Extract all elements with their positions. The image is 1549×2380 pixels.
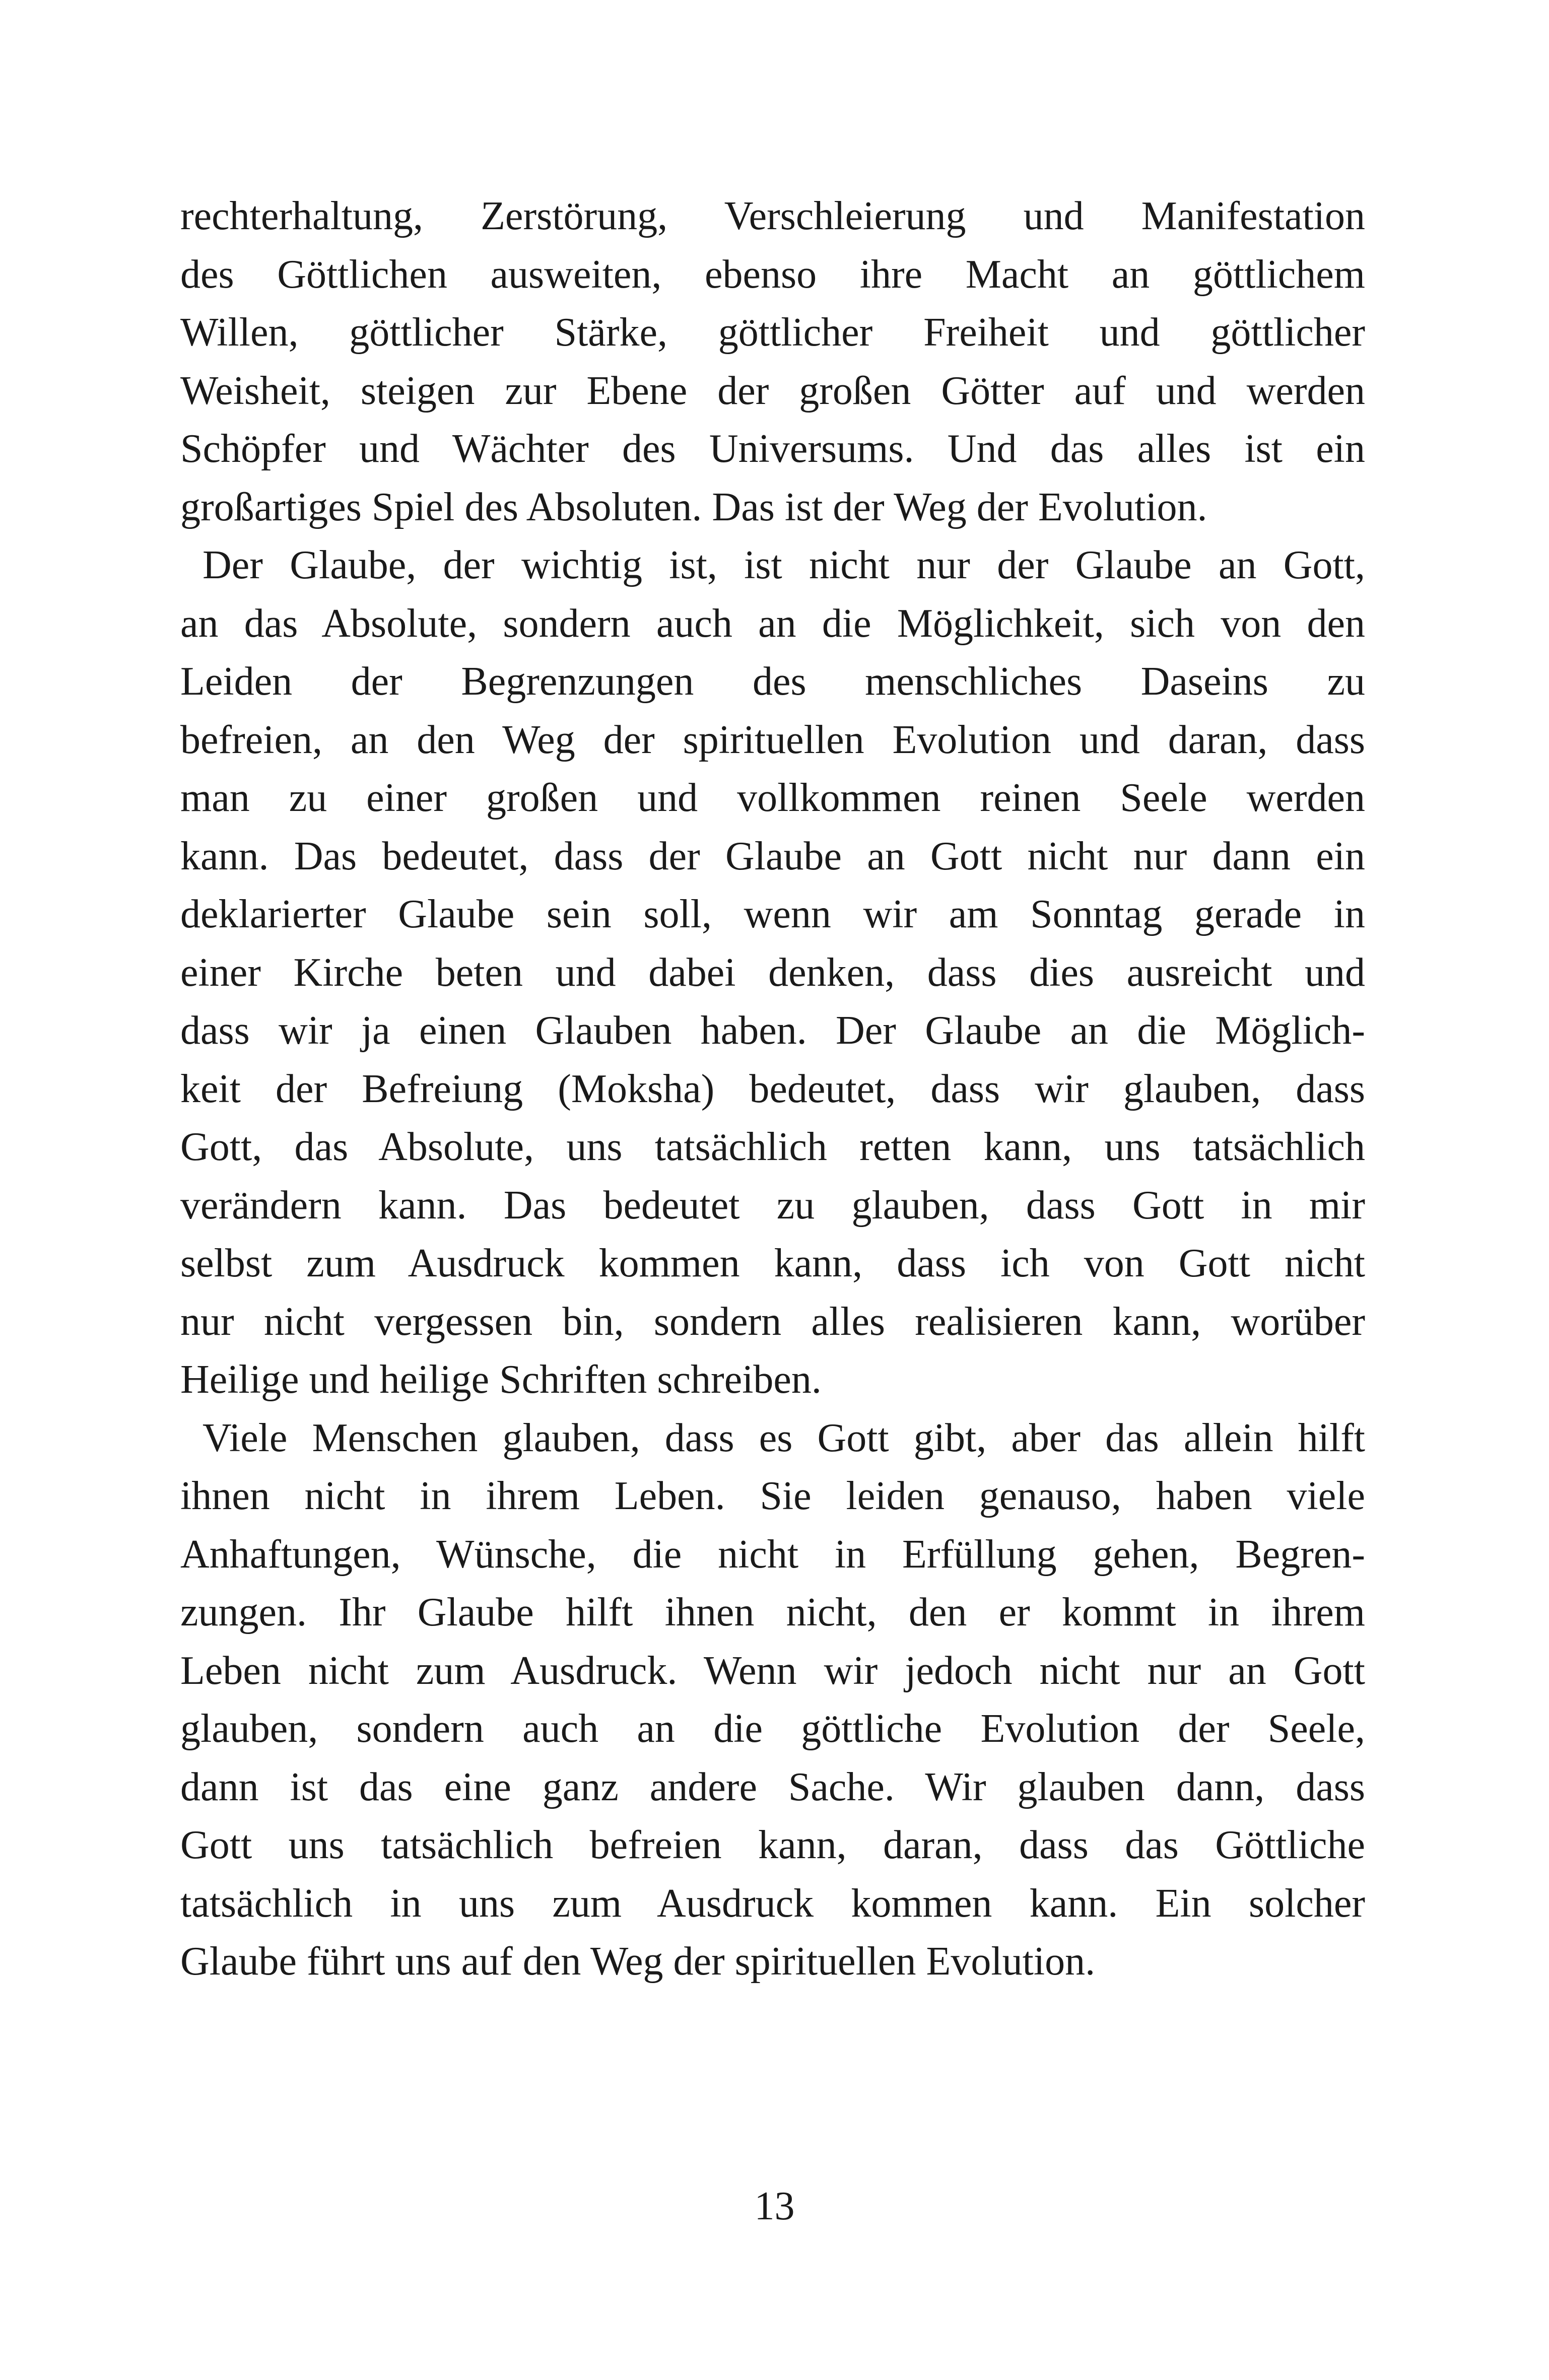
text-line: Glaube führt uns auf den Weg der spirituellen Evolution. (180, 1939, 1096, 1984)
paragraph-1 (180, 187, 1365, 536)
text-line: ihnen nicht in ihrem Leben. Sie leiden genauso, haben viele (180, 1474, 1365, 1518)
text-line: Schöpfer und Wächter des Universums. Und das alles ist ein (180, 427, 1365, 471)
text-line: Gott, das Absolute, uns tatsächlich retten kann, uns tatsächlich (180, 1125, 1365, 1169)
text-line: dann ist das eine ganz andere Sache. Wir glauben dann, dass (180, 1764, 1365, 1809)
text-line: kann. Das bedeutet, dass der Glaube an Gott nicht nur dann ein (180, 834, 1365, 878)
body-text (180, 187, 1365, 1991)
text-line: des Göttlichen ausweiten, ebenso ihre Macht an göttlichem (180, 252, 1365, 297)
text-line: befreien, an den Weg der spirituellen Evolution und daran, dass (180, 717, 1365, 762)
text-line: Leiden der Begrenzungen des menschliches Daseins zu (180, 659, 1365, 704)
text-line: keit der Befreiung (Moksha) bedeutet, dass wir glauben, dass (180, 1066, 1365, 1111)
text-line: an das Absolute, sondern auch an die Möglichkeit, sich von den (180, 601, 1365, 646)
text-line: tatsächlich in uns zum Ausdruck kommen kann. Ein solcher (180, 1881, 1365, 1926)
text-line: Viele Menschen glauben, dass es Gott gibt, aber das allein hilft (203, 1415, 1365, 1460)
text-line: einer Kirche beten und dabei denken, dass dies ausreicht und (180, 950, 1365, 995)
paragraph-2 (180, 536, 1365, 1409)
text-line: Heilige und heilige Schriften schreiben. (180, 1357, 822, 1402)
text-line: Anhaftungen, Wünsche, die nicht in Erfüllung gehen, Begren- (180, 1532, 1365, 1577)
text-line: Leben nicht zum Ausdruck. Wenn wir jedoch nicht nur an Gott (180, 1648, 1365, 1693)
text-line: zungen. Ihr Glaube hilft ihnen nicht, den er kommt in ihrem (180, 1590, 1365, 1635)
text-line: verändern kann. Das bedeutet zu glauben, dass Gott in mir (180, 1183, 1365, 1228)
text-line: man zu einer großen und vollkommen reinen Seele werden (180, 776, 1365, 820)
text-line: dass wir ja einen Glauben haben. Der Glaube an die Möglich- (180, 1008, 1365, 1053)
text-line: großartiges Spiel des Absoluten. Das ist der Weg der Evolution. (180, 485, 1207, 529)
page-number: 13 (754, 2184, 795, 2228)
text-line: Der Glaube, der wichtig ist, ist nicht nur der Glaube an Gott, (203, 543, 1365, 587)
text-line: Weisheit, steigen zur Ebene der großen Götter auf und werden (180, 368, 1365, 413)
text-line: selbst zum Ausdruck kommen kann, dass ich von Gott nicht (180, 1241, 1365, 1285)
text-line: deklarierter Glaube sein soll, wenn wir am Sonntag gerade in (180, 892, 1365, 936)
text-line: nur nicht vergessen bin, sondern alles realisieren kann, worüber (180, 1299, 1365, 1344)
paragraph-3 (180, 1409, 1365, 1991)
text-line: Gott uns tatsächlich befreien kann, daran, dass das Göttliche (180, 1823, 1365, 1867)
text-line: Willen, göttlicher Stärke, göttlicher Freiheit und göttlicher (180, 310, 1365, 355)
text-line: glauben, sondern auch an die göttliche Evolution der Seele, (180, 1707, 1365, 1751)
text-line: rechterhaltung, Zerstörung, Verschleierung und Manifestation (180, 194, 1365, 238)
